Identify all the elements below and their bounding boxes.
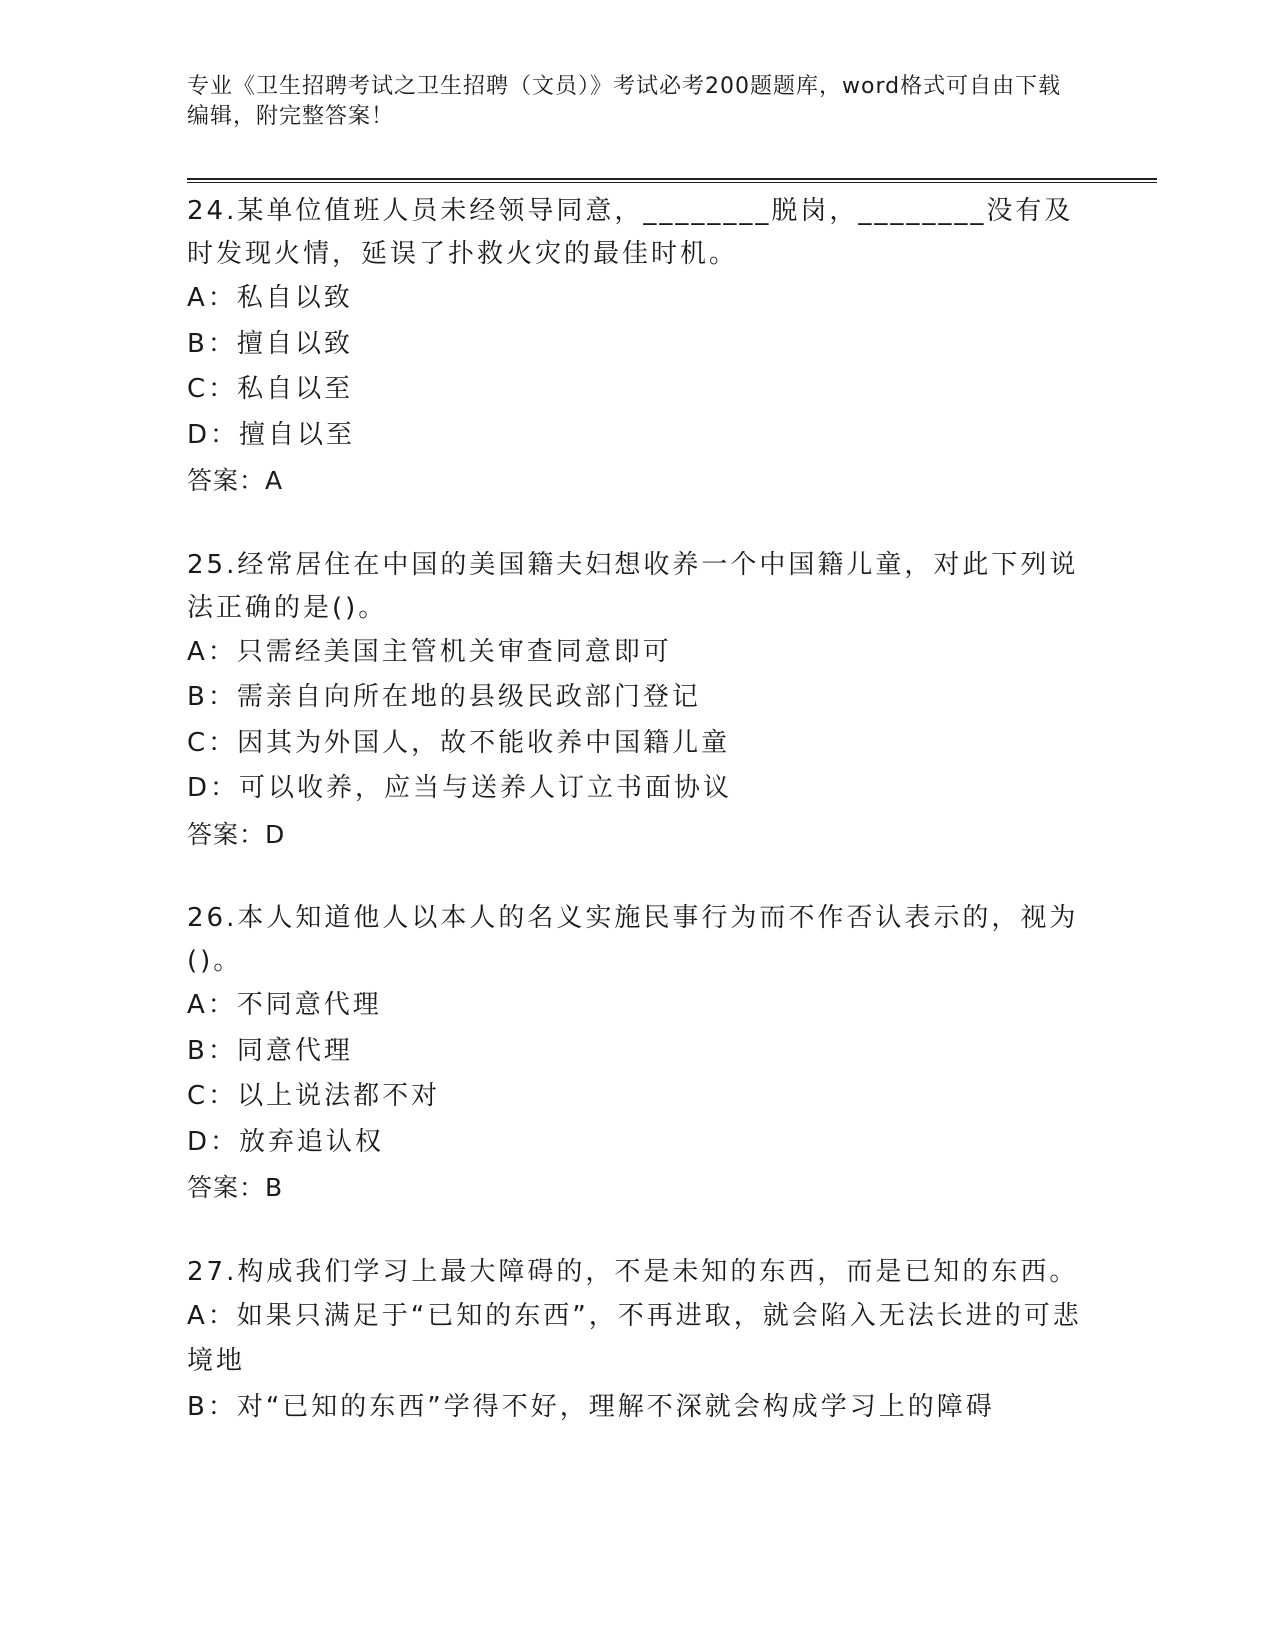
question-list — [187, 190, 1087, 1430]
option-b: B：需亲自向所在地的县级民政部门登记 — [187, 682, 701, 712]
document-header: 专业《卫生招聘考试之卫生招聘（文员）》考试必考200题题库，word格式可自由下载编辑，附完整答案！ — [187, 74, 1062, 129]
option-a: A：私自以致 — [187, 283, 353, 313]
question-stem: 25.经常居住在中国的美国籍夫妇想收养一个中国籍儿童，对此下列说法正确的是()。 — [187, 549, 1079, 623]
option-d: D：放弃追认权 — [187, 1126, 385, 1157]
header-divider-thick — [187, 178, 1157, 180]
option-b: B：擅自以致 — [187, 328, 353, 359]
question-26 — [187, 897, 1087, 1211]
option-a: A：如果只满足于“已知的东西”，不再进取，就会陷入无法长进的可悲境地 — [187, 1300, 1082, 1376]
question-25 — [187, 544, 1087, 858]
answer-line: 答案：A — [187, 466, 284, 495]
option-b: B：同意代理 — [187, 1035, 353, 1066]
option-a: A：不同意代理 — [187, 990, 382, 1020]
question-stem: 24.某单位值班人员未经领导同意，________脱岗，________没有及时发现火情，延误了扑救火灾的最佳时机。 — [187, 196, 1074, 269]
option-d: D：擅自以至 — [187, 419, 356, 450]
option-c: C：以上说法都不对 — [187, 1081, 441, 1111]
option-b: B：对“已知的东西”学得不好，理解不深就会构成学习上的障碍 — [187, 1391, 995, 1422]
answer-line: 答案：B — [187, 1173, 284, 1202]
answer-line: 答案：D — [187, 819, 286, 849]
option-d: D：可以收养，应当与送养人订立书面协议 — [187, 773, 733, 803]
header-divider-thin — [187, 182, 1157, 183]
option-a: A：只需经美国主管机关审查同意即可 — [187, 636, 672, 667]
option-c: C：因其为外国人，故不能收养中国籍儿童 — [187, 727, 731, 758]
question-stem: 26.本人知道他人以本人的名义实施民事行为而不作否认表示的，视为()。 — [187, 903, 1079, 976]
question-stem: 27.构成我们学习上最大障碍的，不是未知的东西，而是已知的东西。 — [187, 1256, 1079, 1287]
question-24 — [187, 190, 1087, 504]
question-27 — [187, 1251, 1087, 1431]
option-c: C：私自以至 — [187, 374, 354, 404]
